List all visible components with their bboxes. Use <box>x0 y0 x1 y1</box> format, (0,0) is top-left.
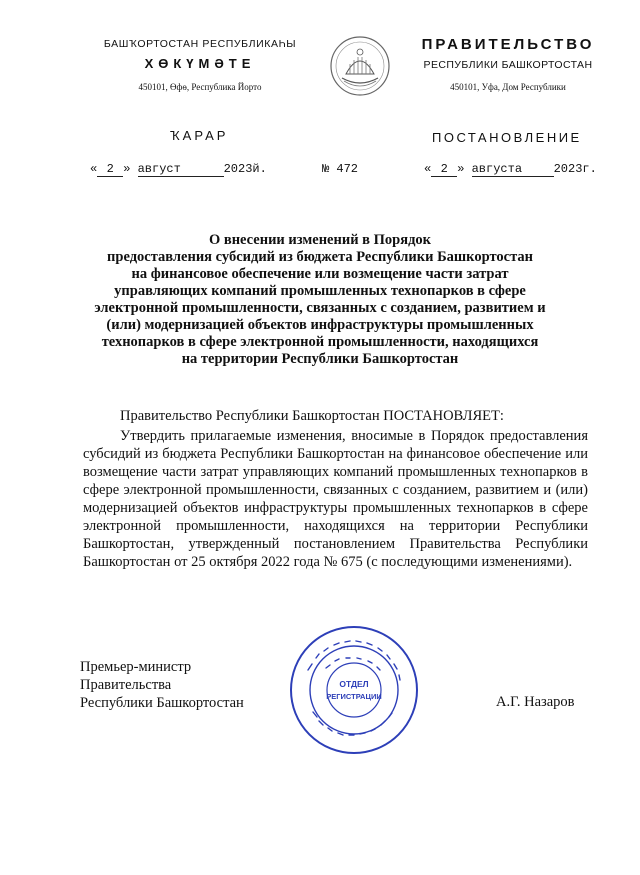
header-left-address: 450101, Өфө, Республика Йорто <box>138 82 262 92</box>
title-line: О внесении изменений в Порядок <box>208 232 432 248</box>
title-line: предоставления субсидий из бюджета Республики Башкортостан <box>107 249 533 265</box>
signature-position-line: Премьер-министр <box>80 659 192 675</box>
date-left <box>90 162 267 177</box>
date-right-open-quote: « <box>424 162 432 176</box>
date-right-year: 2023г. <box>553 162 597 176</box>
date-right-day: 2 <box>431 162 457 177</box>
stamp-center-line1: ОТДЕЛ <box>339 679 369 689</box>
document-title <box>60 232 580 368</box>
header-right-org-line2: РЕСПУБЛИКИ БАШКОРТОСТАН <box>423 59 593 71</box>
resolution-body: Утвердить прилагаемые изменения, вносимые в Порядок предоставления субсидий из бюджета Республики Башкортостан на финансовое обеспечение или возмещение части затрат управляющих компаний промышленных технопарков в сфере электронной промышленности, связанных с созданием, развитием и (или) модернизацией объектов инфраструктуры промышленных технопарков в сфере электронной промышленности, находящихся на территории Республики Башкортостан, утвержденный постановлением Правительства Республики Башкортостан от 25 октября 2022 года № 675 (с последующими изменениями). <box>83 428 588 570</box>
date-left-close-quote: » <box>123 162 131 176</box>
signature-position-line: Республики Башкортостан <box>80 695 244 711</box>
title-line: (или) модернизацией объектов инфраструктуры промышленных <box>106 317 534 333</box>
header-right-org-line1: ПРАВИТЕЛЬСТВО <box>421 36 595 53</box>
coat-of-arms-emblem <box>328 34 392 98</box>
title-line: электронной промышленности, связанных с созданием, развитием и <box>94 300 546 316</box>
header-right-address: 450101, Уфа, Дом Республики <box>450 82 566 92</box>
date-left-open-quote: « <box>90 162 98 176</box>
date-right-month: августа <box>472 162 554 177</box>
date-left-day: 2 <box>97 162 123 177</box>
signature-position <box>80 658 244 712</box>
title-line: на финансовое обеспечение или возмещение части затрат <box>131 266 509 282</box>
date-left-year: 2023й. <box>223 162 267 176</box>
signer-name: А.Г. Назаров <box>496 694 575 710</box>
document-number: № 472 <box>322 162 359 176</box>
doc-type-left: ҠАРАР <box>170 128 229 143</box>
header-left-org-line2: ХӨКҮМӘТЕ <box>144 56 256 71</box>
title-line: управляющих компаний промышленных технопарков в сфере <box>114 283 526 299</box>
date-right <box>424 162 597 177</box>
title-line: технопарков в сфере электронной промышленности, находящихся <box>101 334 539 350</box>
stamp-center-line2: РЕГИСТРАЦИИ <box>326 692 382 701</box>
signature-position-line: Правительства <box>80 677 172 693</box>
header-left-org-line1: БАШҠОРТОСТАН РЕСПУБЛИКАҺЫ <box>103 38 297 50</box>
registration-stamp <box>288 624 420 756</box>
doc-type-right: ПОСТАНОВЛЕНИЕ <box>432 130 582 145</box>
title-line: на территории Республики Башкортостан <box>181 351 459 367</box>
date-left-month: август <box>138 162 224 177</box>
resolution-intro: Правительство Республики Башкортостан ПОСТАНОВЛЯЕТ: <box>120 408 504 424</box>
date-right-close-quote: » <box>457 162 465 176</box>
